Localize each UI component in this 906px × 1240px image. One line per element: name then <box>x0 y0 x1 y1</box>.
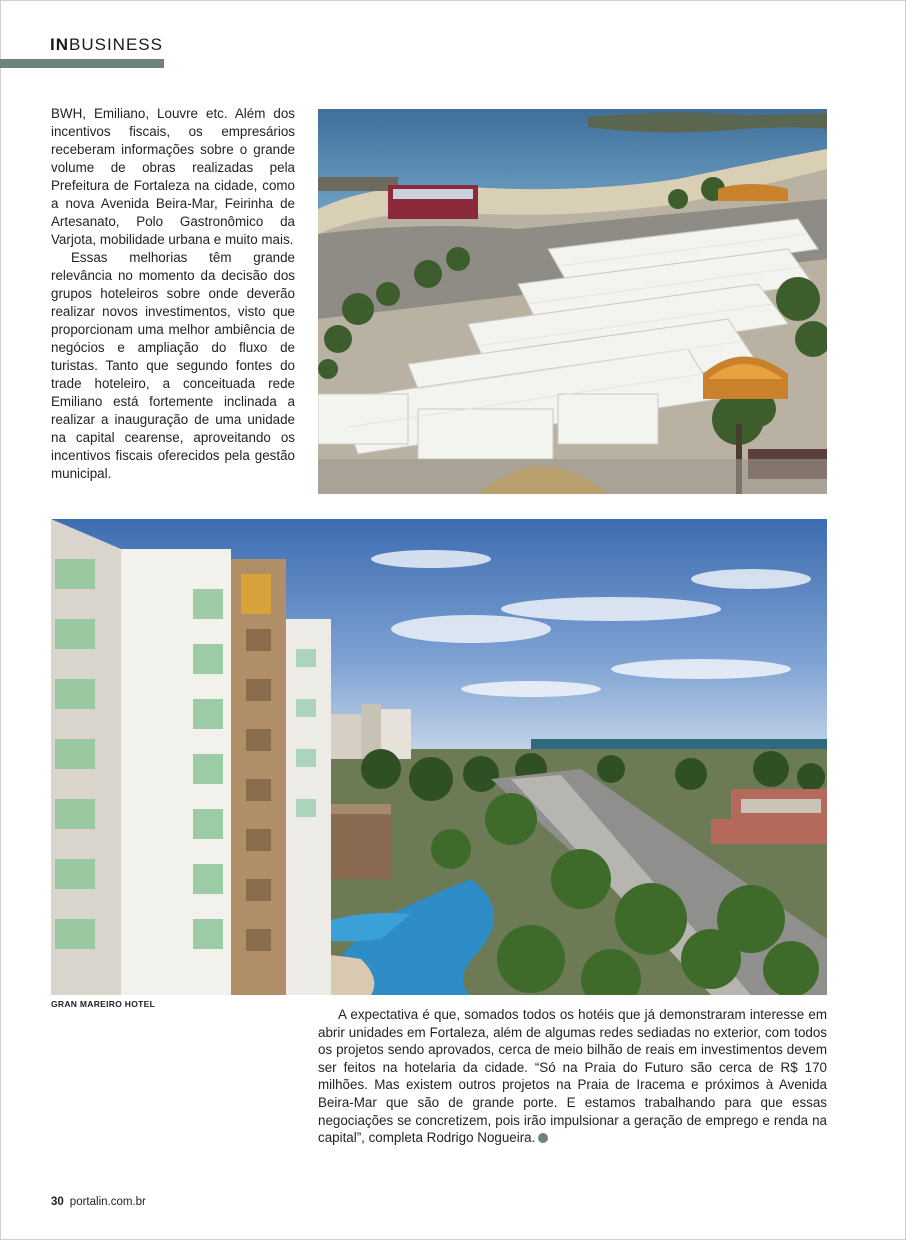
section-header-bold: IN <box>50 35 69 54</box>
article-end-icon <box>538 1133 548 1143</box>
article-bottom-paragraph <box>318 1006 827 1147</box>
beach-market-photo <box>318 109 827 494</box>
section-header-regular: BUSINESS <box>69 35 163 54</box>
article-bottom-text: A expectativa é que, somados todos os hotéis que já demonstraram interesse em abrir unidades em Fortaleza, além de algumas redes sediadas no exterior, com todos os projetos sendo aprovados, cerca de meio bilhão de reais em investimentos devem ser feitos na hotelaria da cidade. “Só na Praia do Futuro são cerca de R$ 170 milhões. Mas existem outros projetos na Praia de Iracema e próximos à Avenida Beira-Mar que são de grande porte. E estamos trabalhando para que essas negociações se concretizem, pois irão impulsionar a geração de emprego e renda na capital”, completa Rodrigo Nogueira. <box>318 1007 827 1146</box>
article-column <box>51 105 295 483</box>
section-header <box>50 35 163 55</box>
footer-site-link[interactable]: portalin.com.br <box>69 1196 146 1208</box>
page-footer <box>51 1196 146 1208</box>
page-number: 30 <box>51 1196 64 1208</box>
article-paragraph-2: Essas melhorias têm grande relevância no momento da decisão dos grupos hoteleiros sobre onde deverão realizar novos investimentos, visto que proporcionam uma melhor ambiência de negócios e ampliação do fluxo de turistas. Tanto que segundo fontes do trade hoteleiro, a conceituada rede Emiliano está fortemente inclinada a realizar a inauguração de uma unidade na capital cearense, aproveitando os incentivos fiscais oferecidos pela gestão municipal. <box>51 250 295 481</box>
hotel-photo <box>51 519 827 995</box>
article-paragraph-1: BWH, Emiliano, Louvre etc. Além dos incentivos fiscais, os empresários receberam informações sobre o grande volume de obras realizadas pela Prefeitura de Fortaleza na cidade, como a nova Avenida Beira-Mar, Feirinha de Artesanato, Polo Gastronômico da Varjota, mobilidade urbana e muito mais. <box>51 106 295 247</box>
photo-caption: GRAN MAREIRO HOTEL <box>51 999 156 1009</box>
header-accent-bar <box>0 59 164 68</box>
